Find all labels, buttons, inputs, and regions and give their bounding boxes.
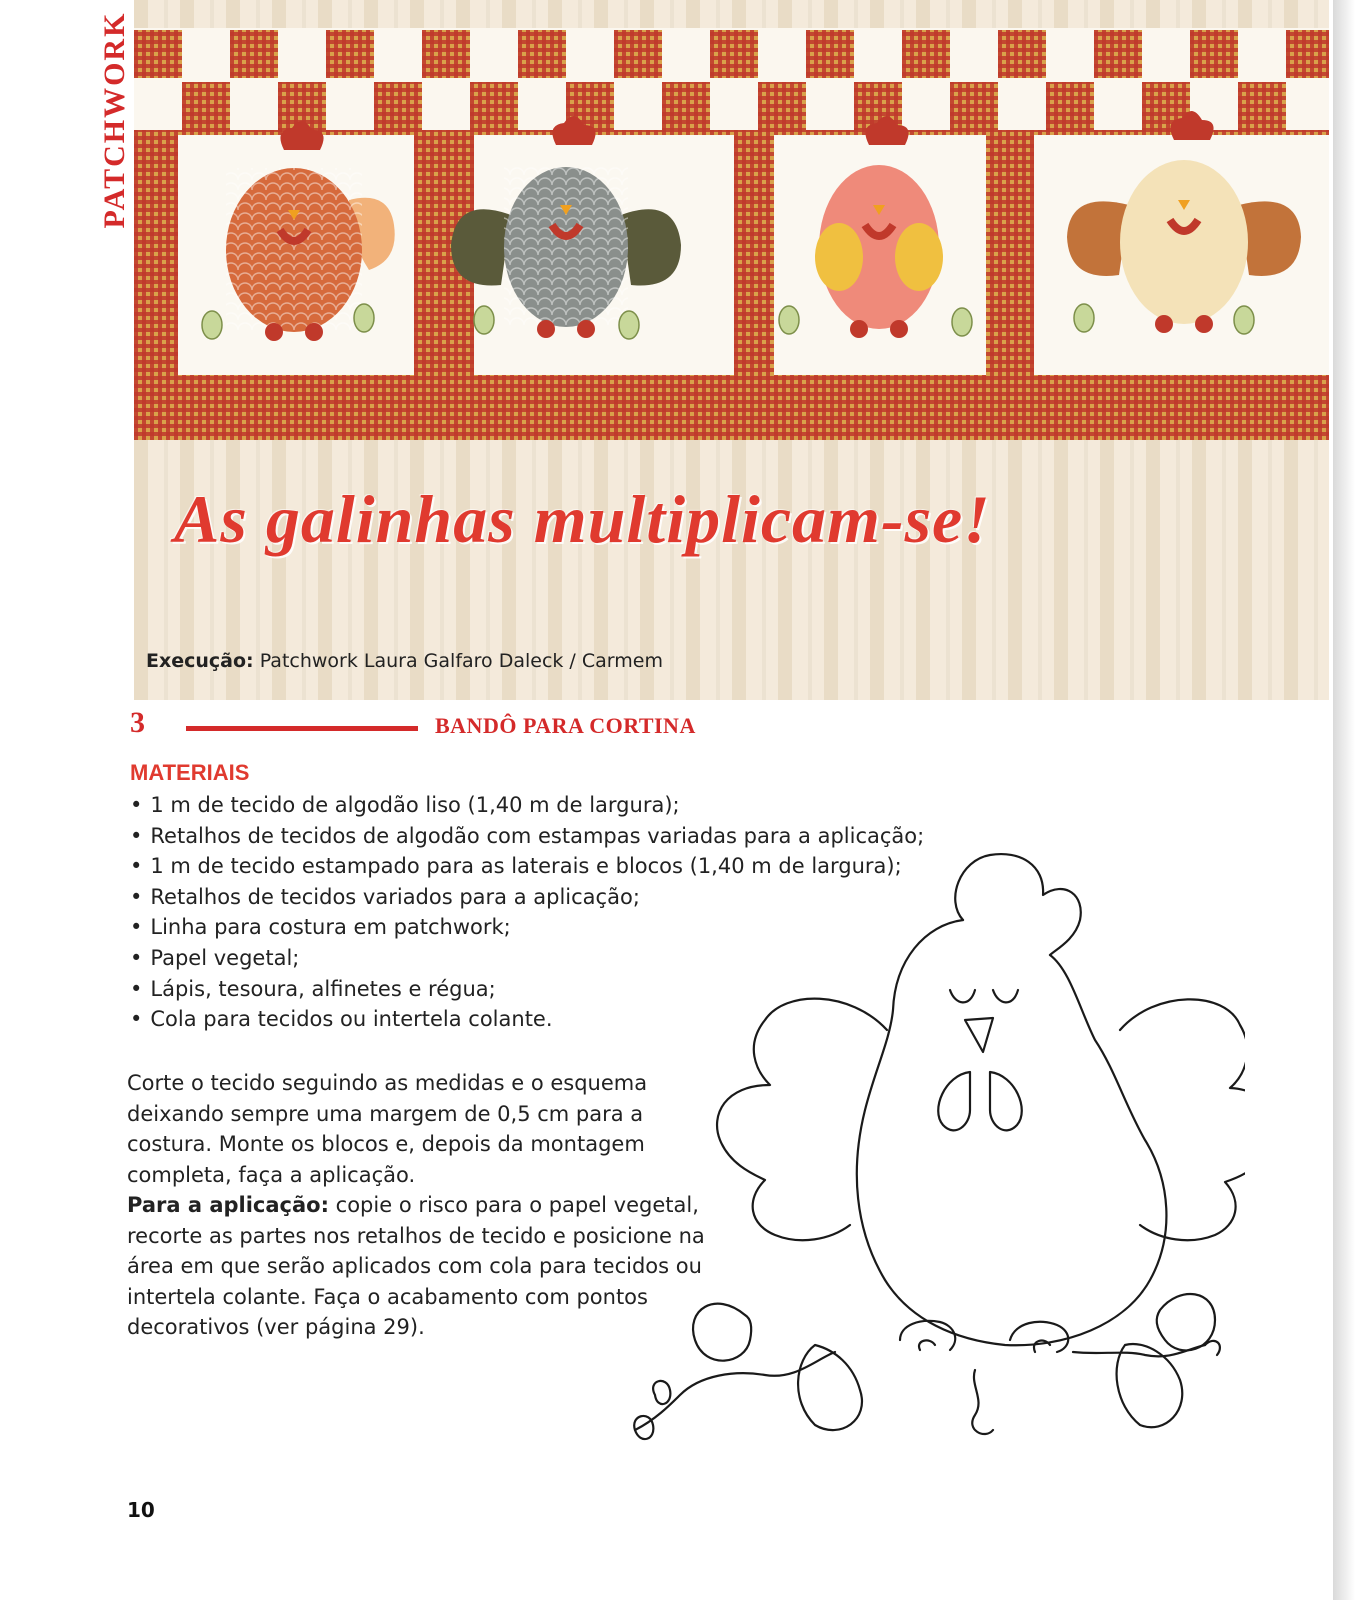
credits [146,650,663,672]
section-side-tab [96,0,134,240]
materials-item: • 1 m de tecido estampado para as laterais e blocos (1,40 m de largura); [130,851,924,882]
application-text: copie o risco para o papel vegetal, recorte as partes nos retalhos de tecido e posicione na área em que serão aplicados com cola para tecidos ou intertela colante. Faça o acabamento com pontos decorativos (ver página 29). [127,1193,705,1339]
materials-item: • Retalhos de tecidos de algodão com estampas variadas para a aplicação; [130,821,924,852]
side-tab-label: PATCHWORK [98,11,131,229]
checkerboard-strip [134,28,1329,138]
credits-value: Patchwork Laura Galfaro Daleck / Carmem [259,650,663,672]
page-number: 10 [127,1498,155,1522]
application-label: Para a aplicação: [127,1193,329,1217]
section-number: 3 [130,706,145,739]
materials-item: • Retalhos de tecidos variados para a aplicação; [130,882,924,913]
page-edge-shadow [1333,0,1355,1600]
materials-item: • 1 m de tecido de algodão liso (1,40 m de largura); [130,790,924,821]
curtain-valance-illustration [134,0,1329,700]
curtain-photo [134,0,1329,700]
article-title: As galinhas multiplicam-se! [174,481,991,557]
section-divider [186,726,418,731]
credits-label: Execução: [146,650,254,672]
section-title: BANDÔ PARA CORTINA [435,713,696,738]
materials-item: • Linha para costura em patchwork; [130,912,924,943]
materials-heading: MATERIAIS [130,760,250,785]
instructions-paragraph: Corte o tecido seguindo as medidas e o esquema deixando sempre uma margem de 0,5 cm para a costura. Monte os blocos e, depois da montagem completa, faça a aplicação. [127,1071,648,1187]
materials-item: • Cola para tecidos ou intertela colante. [130,1004,924,1035]
hen-pattern-outline [625,840,1245,1480]
materials-item: • Lápis, tesoura, alfinetes e régua; [130,974,924,1005]
materials-item: • Papel vegetal; [130,943,924,974]
instructions [127,1068,707,1343]
